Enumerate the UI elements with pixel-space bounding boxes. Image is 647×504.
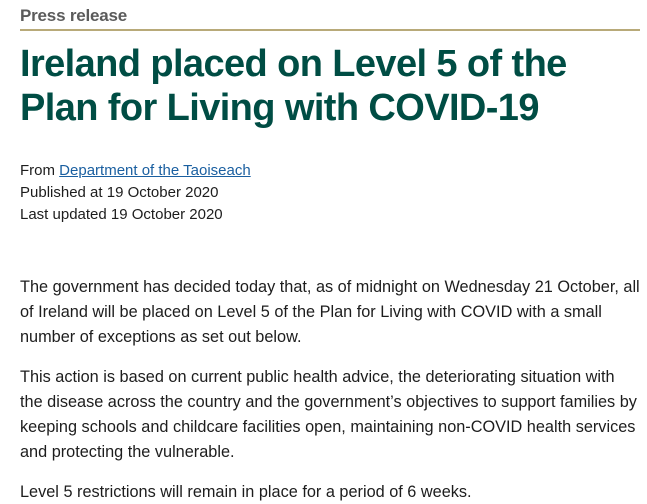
article-body [20,275,640,504]
body-paragraph: The government has decided today that, as of midnight on Wednesday 21 October, all of Ireland will be placed on Level 5 of the Plan for Living with COVID with a small number of exceptions as set out below. [20,278,640,346]
from-line [20,160,251,182]
body-paragraph: Level 5 restrictions will remain in place for a period of 6 weeks. [20,483,472,501]
body-paragraph: This action is based on current public health advice, the deteriorating situation with the disease across the country and the government’s objectives to support families by keeping schools and childcare facilities open, maintaining non-COVID health services and protecting the vulnerable. [20,368,637,461]
content-type-header [20,0,640,31]
publication-meta [20,160,251,226]
content-type-label: Press release [20,6,128,25]
press-release-page [20,0,640,501]
page-title: Ireland placed on Level 5 of the Plan for Living with COVID-19 [20,43,567,129]
last-updated-date: Last updated 19 October 2020 [20,206,223,223]
from-prefix: From [20,162,55,179]
published-date: Published at 19 October 2020 [20,184,219,201]
department-link[interactable]: Department of the Taoiseach [59,162,251,179]
